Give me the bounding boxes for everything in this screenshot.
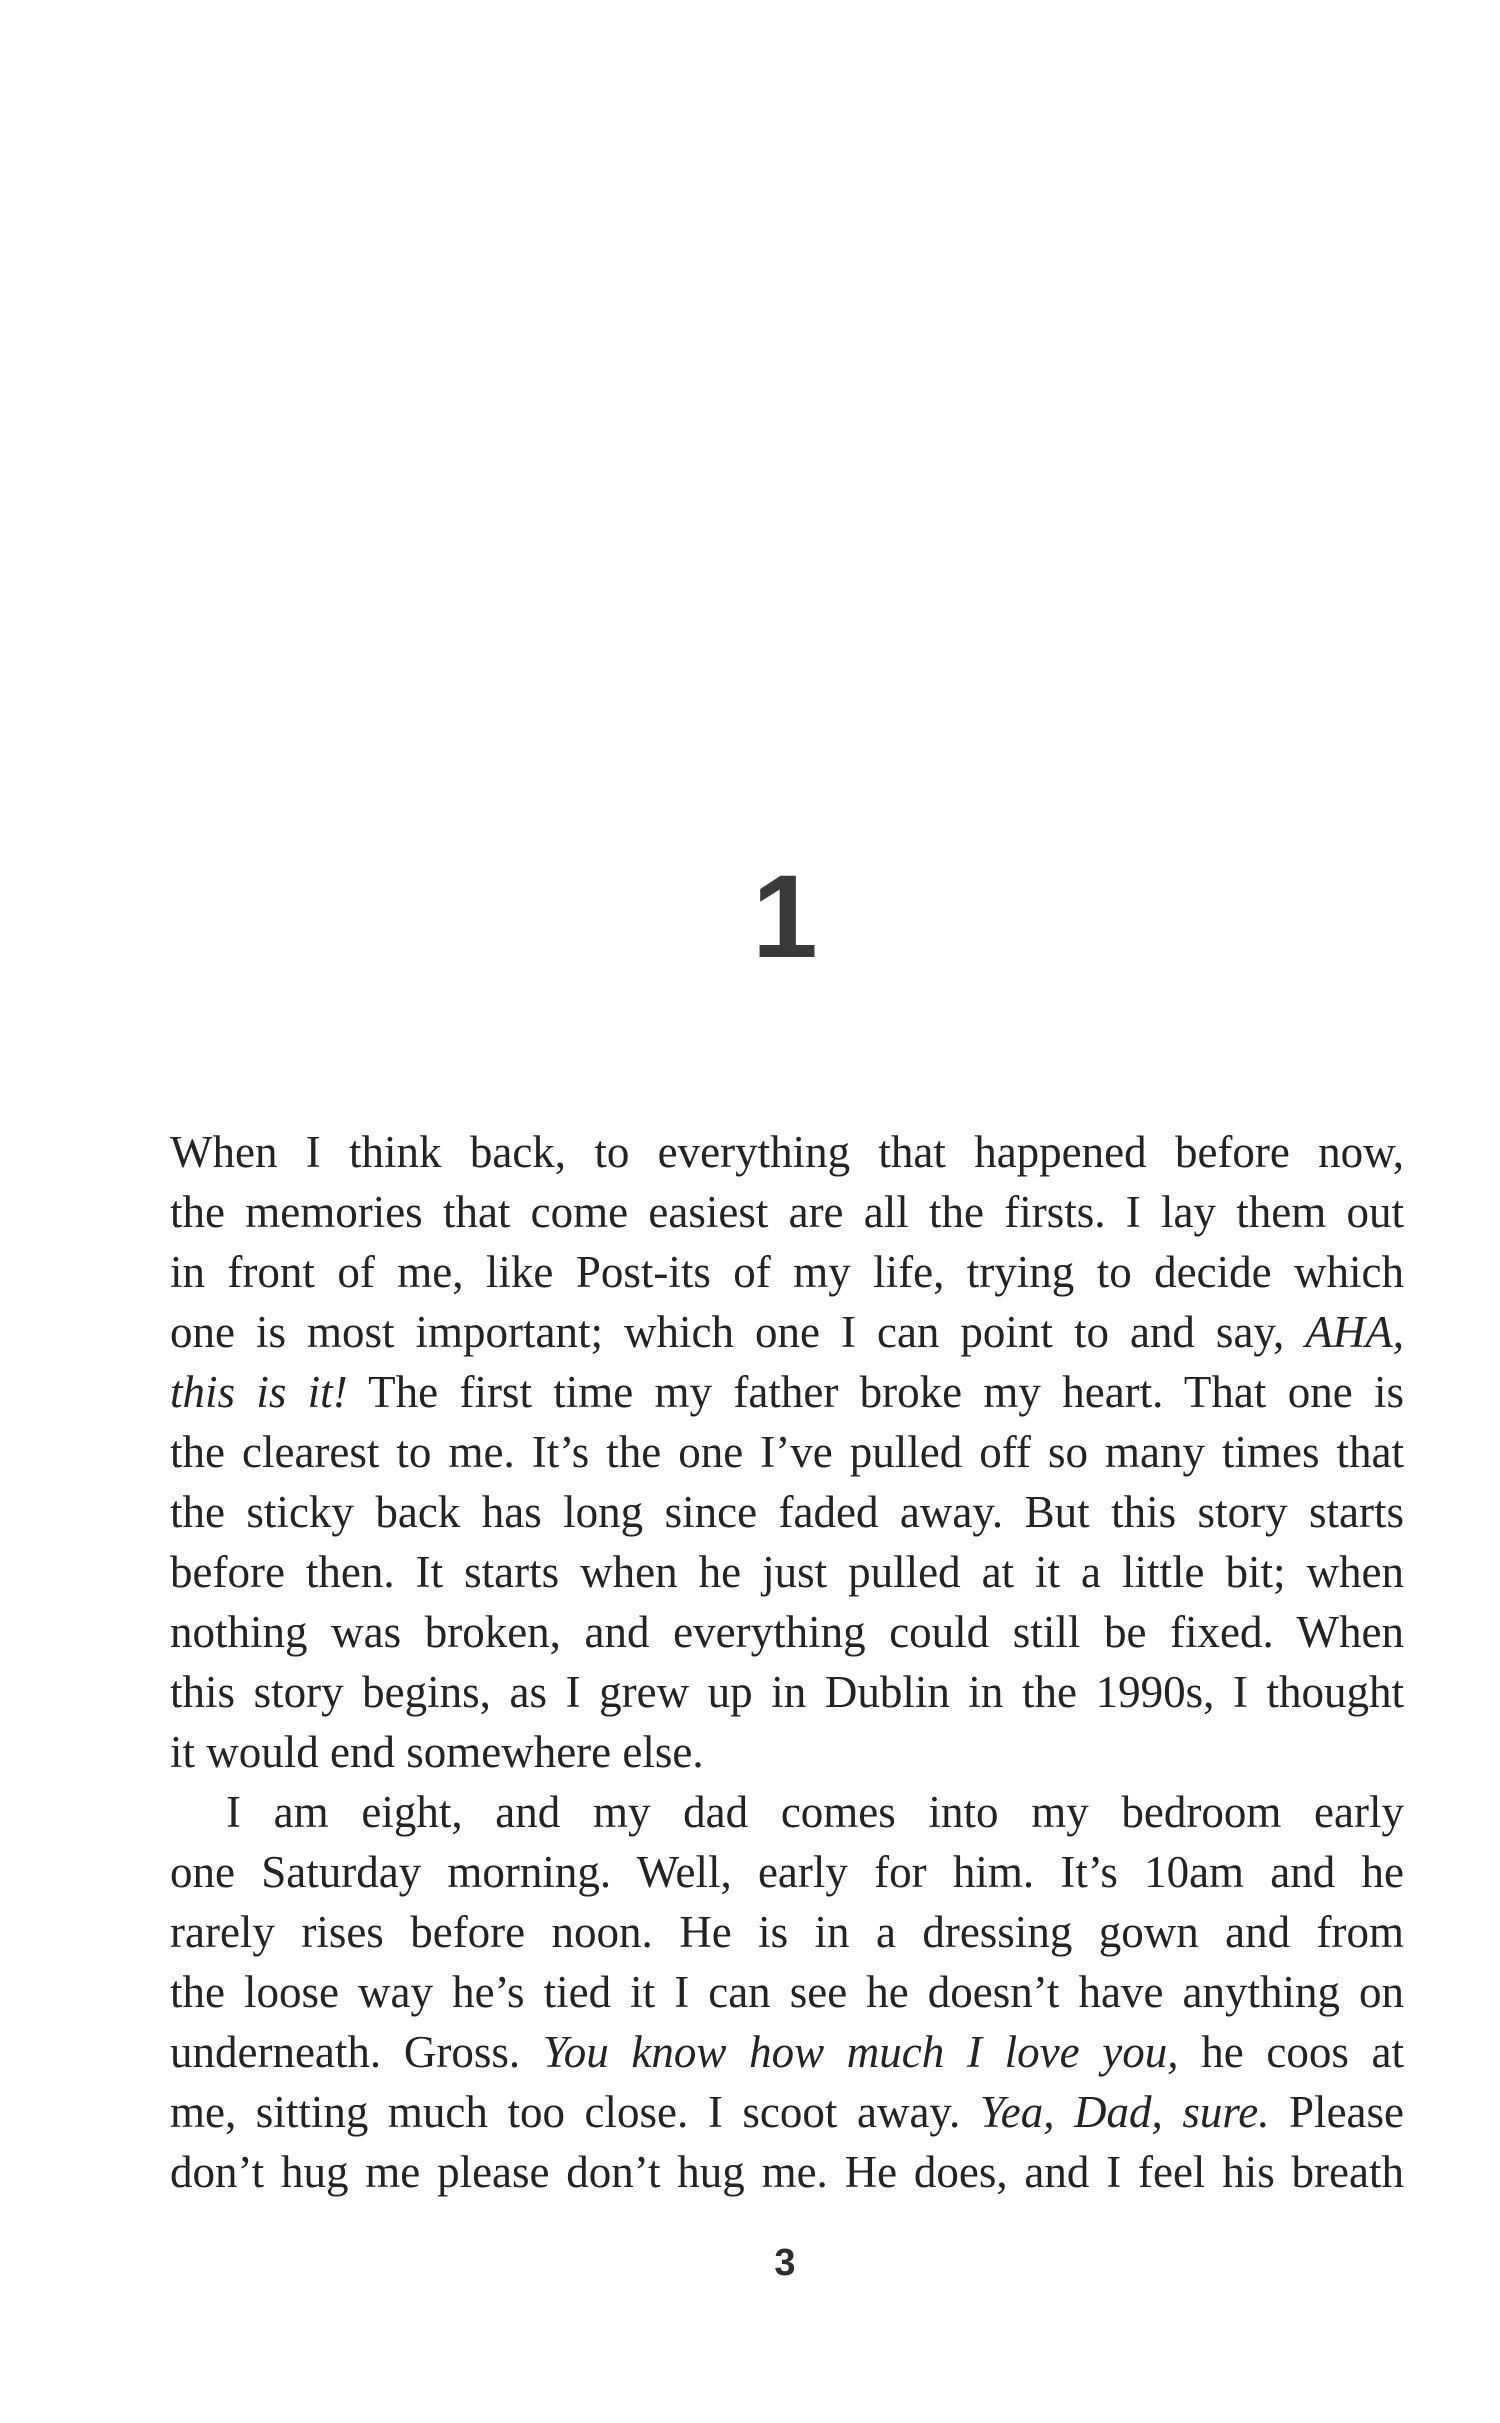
text-line <box>170 2082 1404 2142</box>
text-run: I am eight, and my dad comes into my bedroom early <box>226 1787 1404 1837</box>
text-run: When I think back, to everything that happened before now, <box>170 1127 1404 1177</box>
text-run: underneath. Gross. <box>170 2027 543 2077</box>
text-line <box>170 1122 1404 1182</box>
text-line <box>170 1782 1404 1842</box>
text-run: The first time my father broke my heart. That one is <box>347 1367 1404 1417</box>
text-line <box>170 1482 1404 1542</box>
text-line <box>170 1842 1404 1902</box>
text-run: the clearest to me. It’s the one I’ve pulled off so many times that <box>170 1427 1404 1477</box>
chapter-number: 1 <box>752 851 818 983</box>
text-line <box>170 1602 1404 1662</box>
text-run: this story begins, as I grew up in Dublin in the 1990s, I thought <box>170 1667 1404 1717</box>
page-number: 3 <box>774 2242 796 2284</box>
text-line <box>170 1362 1404 1422</box>
text-run: before then. It starts when he just pulled at it a little bit; when <box>170 1547 1404 1597</box>
text-line <box>170 1422 1404 1482</box>
italic-phrase: You know how much I love you, <box>542 2027 1179 2077</box>
text-run: one Saturday morning. Well, early for him. It’s 10am and he <box>170 1847 1404 1897</box>
text-run: the sticky back has long since faded away. But this story starts <box>170 1487 1404 1537</box>
text-run: the loose way he’s tied it I can see he doesn’t have anything on <box>170 1967 1404 2017</box>
text-run: rarely rises before noon. He is in a dressing gown and from <box>170 1907 1404 1957</box>
text-run: he coos at <box>1178 2027 1405 2077</box>
italic-phrase: this is it! <box>170 1367 348 1417</box>
italic-phrase: Yea, Dad, sure. <box>979 2087 1270 2137</box>
text-line <box>170 2022 1404 2082</box>
text-run: the memories that come easiest are all the firsts. I lay them out <box>170 1187 1404 1237</box>
text-run: don’t hug me please don’t hug me. He does, and I feel his breath <box>170 2147 1404 2197</box>
text-line <box>170 1902 1404 1962</box>
text-line <box>170 1962 1404 2022</box>
text-line <box>170 2142 1404 2202</box>
italic-phrase: AHA, <box>1305 1307 1404 1357</box>
text-run: it would end somewhere else. <box>170 1727 704 1777</box>
chapter-body <box>170 1122 1404 2202</box>
text-run: nothing was broken, and everything could still be fixed. When <box>170 1607 1404 1657</box>
text-line <box>170 1662 1404 1722</box>
text-run: one is most important; which one I can point to and say, <box>170 1307 1306 1357</box>
text-run: in front of me, like Post-its of my life, trying to decide which <box>170 1247 1404 1297</box>
text-line <box>170 1542 1404 1602</box>
text-line <box>170 1242 1404 1302</box>
text-run: me, sitting much too close. I scoot away. <box>170 2087 980 2137</box>
text-line <box>170 1182 1404 1242</box>
text-line <box>170 1302 1404 1362</box>
text-run: Please <box>1269 2087 1404 2137</box>
text-line <box>170 1722 1404 1782</box>
